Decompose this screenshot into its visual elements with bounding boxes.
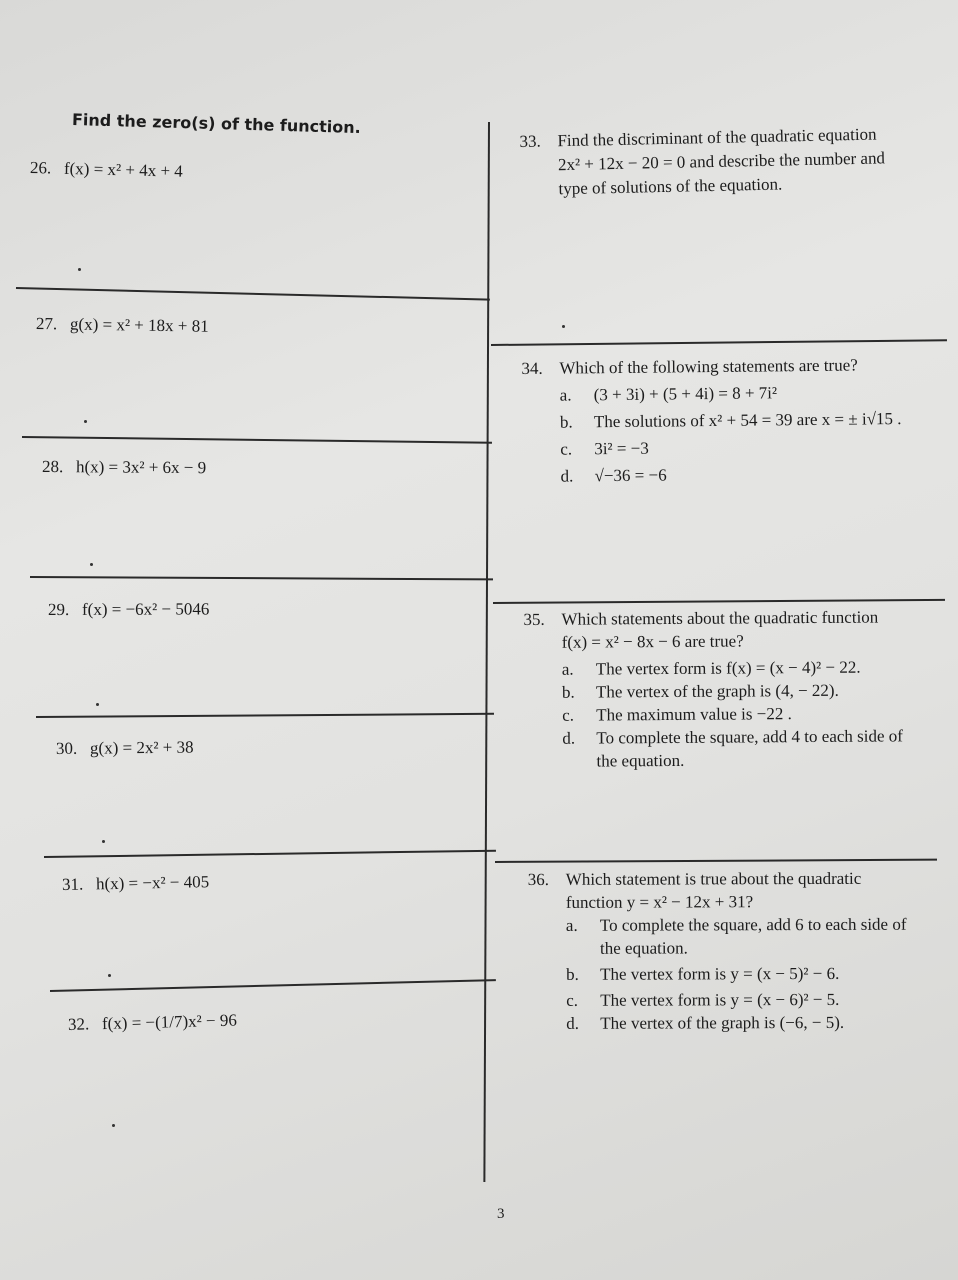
left-divider-2 (22, 436, 492, 444)
answer-mark (562, 325, 565, 328)
option-text: The vertex form is y = (x − 6)² − 5. (600, 989, 840, 1010)
left-divider-1 (16, 287, 490, 301)
option-text: To complete the square, add 4 to each side of (596, 726, 903, 748)
option-d (522, 459, 902, 490)
left-divider-6 (50, 979, 496, 992)
right-divider-3 (495, 859, 937, 863)
function-expression: f(x) = x² + 4x + 4 (63, 158, 184, 181)
option-c (524, 701, 903, 727)
problem-33 (519, 122, 885, 202)
option-d (524, 724, 903, 750)
problem-32 (68, 1009, 237, 1037)
question-line: Find the discriminant of the quadratic equation (557, 124, 877, 151)
option-text: The vertex of the graph is (4, − 22). (595, 680, 839, 702)
right-divider-2 (493, 599, 945, 604)
option-label: d. (560, 466, 574, 486)
option-label: c. (566, 990, 579, 1010)
option-text: √−36 = −6 (594, 465, 667, 486)
problem-number: 30. (55, 738, 78, 758)
option-text-continued: the equation. (596, 750, 685, 771)
left-divider-4 (36, 713, 494, 718)
answer-mark (90, 563, 93, 566)
problem-30 (56, 736, 194, 761)
option-label: c. (560, 439, 573, 459)
option-text: The vertex form is f(x) = (x − 4)² − 22. (595, 657, 861, 679)
option-text: The vertex of the graph is (−6, − 5). (600, 1012, 845, 1033)
problem-27 (36, 312, 209, 339)
problem-number: 32. (67, 1014, 90, 1034)
option-c (522, 432, 902, 463)
answer-mark (102, 840, 105, 843)
page-number: 3 (497, 1206, 505, 1222)
question-stem: f(x) = x² − 8x − 6 are true? (561, 631, 744, 652)
option-a (528, 913, 907, 937)
problem-number: 26. (29, 158, 52, 178)
option-label: c. (562, 705, 575, 725)
option-label: d. (562, 728, 576, 748)
problem-26 (30, 156, 183, 184)
option-text: To complete the square, add 6 to each side of (599, 914, 907, 935)
problem-34 (521, 351, 902, 490)
option-text: 3i² = −3 (594, 438, 649, 459)
answer-mark (108, 974, 111, 977)
function-expression: h(x) = −x² − 405 (95, 872, 210, 894)
option-label: a. (561, 659, 574, 679)
option-text: The maximum value is −22 . (596, 704, 792, 725)
option-a (524, 655, 903, 681)
problem-number: 36. (527, 869, 550, 890)
problem-number: 28. (41, 457, 64, 477)
answer-mark (96, 703, 99, 706)
option-label: d. (566, 1013, 580, 1033)
option-label: a. (559, 385, 572, 405)
question-stem: function y = x² − 12x + 31? (565, 892, 754, 912)
function-expression: f(x) = −6x² − 5046 (81, 599, 210, 619)
left-divider-3 (30, 576, 493, 580)
left-divider-5 (44, 850, 496, 858)
function-expression: g(x) = 2x² + 38 (89, 737, 194, 758)
problem-36 (528, 867, 907, 1035)
option-text-continued: the equation. (599, 938, 688, 958)
option-text: The vertex form is y = (x − 5)² − 6. (600, 963, 840, 984)
problem-number: 29. (47, 599, 70, 619)
question-stem: Which statements about the quadratic function (561, 607, 879, 629)
function-expression: f(x) = −(1/7)x² − 96 (101, 1010, 238, 1034)
option-a (522, 378, 902, 409)
problem-number: 35. (523, 609, 545, 630)
question-stem: Which of the following statements are true? (559, 355, 858, 378)
problem-number: 31. (61, 874, 84, 894)
answer-mark (112, 1124, 115, 1127)
option-b (524, 678, 903, 704)
problem-31 (62, 870, 210, 897)
option-b (522, 405, 902, 436)
problem-number: 33. (519, 131, 541, 152)
center-divider (483, 122, 490, 1182)
option-text: The solutions of x² + 54 = 39 are x = ± i√15 . (593, 409, 902, 432)
function-expression: g(x) = x² + 18x + 81 (69, 314, 209, 336)
option-b (528, 962, 907, 986)
question-line: type of solutions of the equation. (558, 174, 783, 199)
option-label: b. (559, 412, 573, 432)
option-d (528, 1011, 907, 1035)
problem-number: 34. (521, 358, 543, 379)
problem-29 (48, 597, 209, 622)
question-stem: Which statement is true about the quadratic (565, 868, 862, 889)
answer-mark (78, 268, 81, 271)
function-expression: h(x) = 3x² + 6x − 9 (75, 457, 207, 478)
option-label: b. (561, 682, 575, 702)
answer-mark (84, 420, 87, 423)
option-c (528, 988, 907, 1012)
problem-28 (42, 455, 206, 480)
right-divider-1 (491, 339, 947, 346)
option-label: a. (565, 915, 578, 935)
question-line: 2x² + 12x − 20 = 0 and describe the number and (557, 148, 886, 175)
option-text: (3 + 3i) + (5 + 4i) = 8 + 7i² (593, 383, 778, 405)
option-label: b. (566, 964, 579, 984)
section-heading: Find the zero(s) of the function. (71, 110, 362, 138)
problem-35 (523, 605, 903, 773)
problem-number: 27. (35, 314, 58, 334)
